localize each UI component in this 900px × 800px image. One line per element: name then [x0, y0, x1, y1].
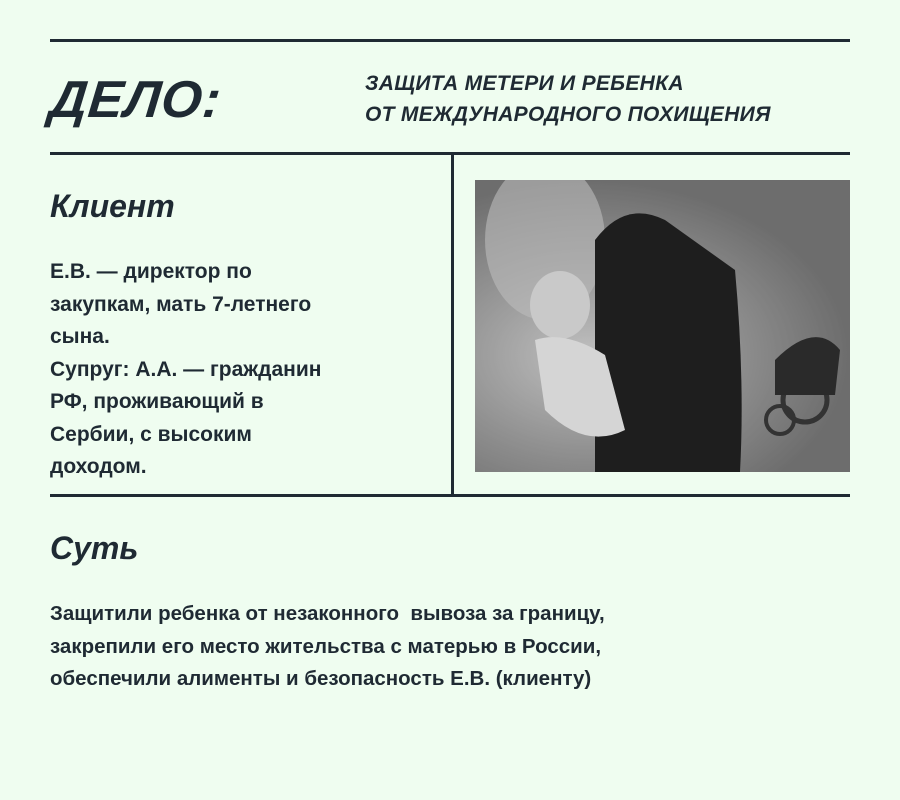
case-title	[365, 68, 771, 130]
divider-vertical	[451, 153, 454, 496]
client-line: сына.	[50, 325, 110, 348]
client-line: Супруг: А.А. — гражданин	[50, 357, 322, 381]
case-title-line: ЗАЩИТА МЕТЕРИ И РЕБЕНКА	[365, 72, 684, 95]
client-heading: Клиент	[50, 188, 175, 224]
client-line: закупкам, мать 7-летнего	[50, 292, 312, 316]
case-label: ДЕЛО:	[46, 71, 225, 129]
client-line: РФ, проживающий в	[50, 390, 264, 413]
client-line: Сербии, с высоким	[50, 422, 252, 446]
divider-header	[50, 152, 850, 155]
divider-top	[50, 39, 850, 42]
photo-illustration	[475, 180, 850, 472]
case-title-line: ОТ МЕЖДУНАРОДНОГО ПОХИЩЕНИЯ	[365, 103, 771, 126]
divider-middle	[50, 494, 850, 497]
client-line: доходом.	[50, 455, 147, 478]
client-line: Е.В. — директор по	[50, 260, 252, 283]
essence-line: обеспечили алименты и безопасность Е.В. (клиенту)	[50, 667, 592, 690]
essence-heading: Суть	[50, 530, 139, 566]
essence-line: закрепили его место жительства с матерью в России,	[50, 634, 602, 658]
essence-line: Защитили ребенка от незаконного вывоза за границу,	[50, 602, 605, 625]
client-description	[50, 256, 440, 484]
case-photo	[475, 180, 850, 472]
essence-description	[50, 598, 850, 696]
